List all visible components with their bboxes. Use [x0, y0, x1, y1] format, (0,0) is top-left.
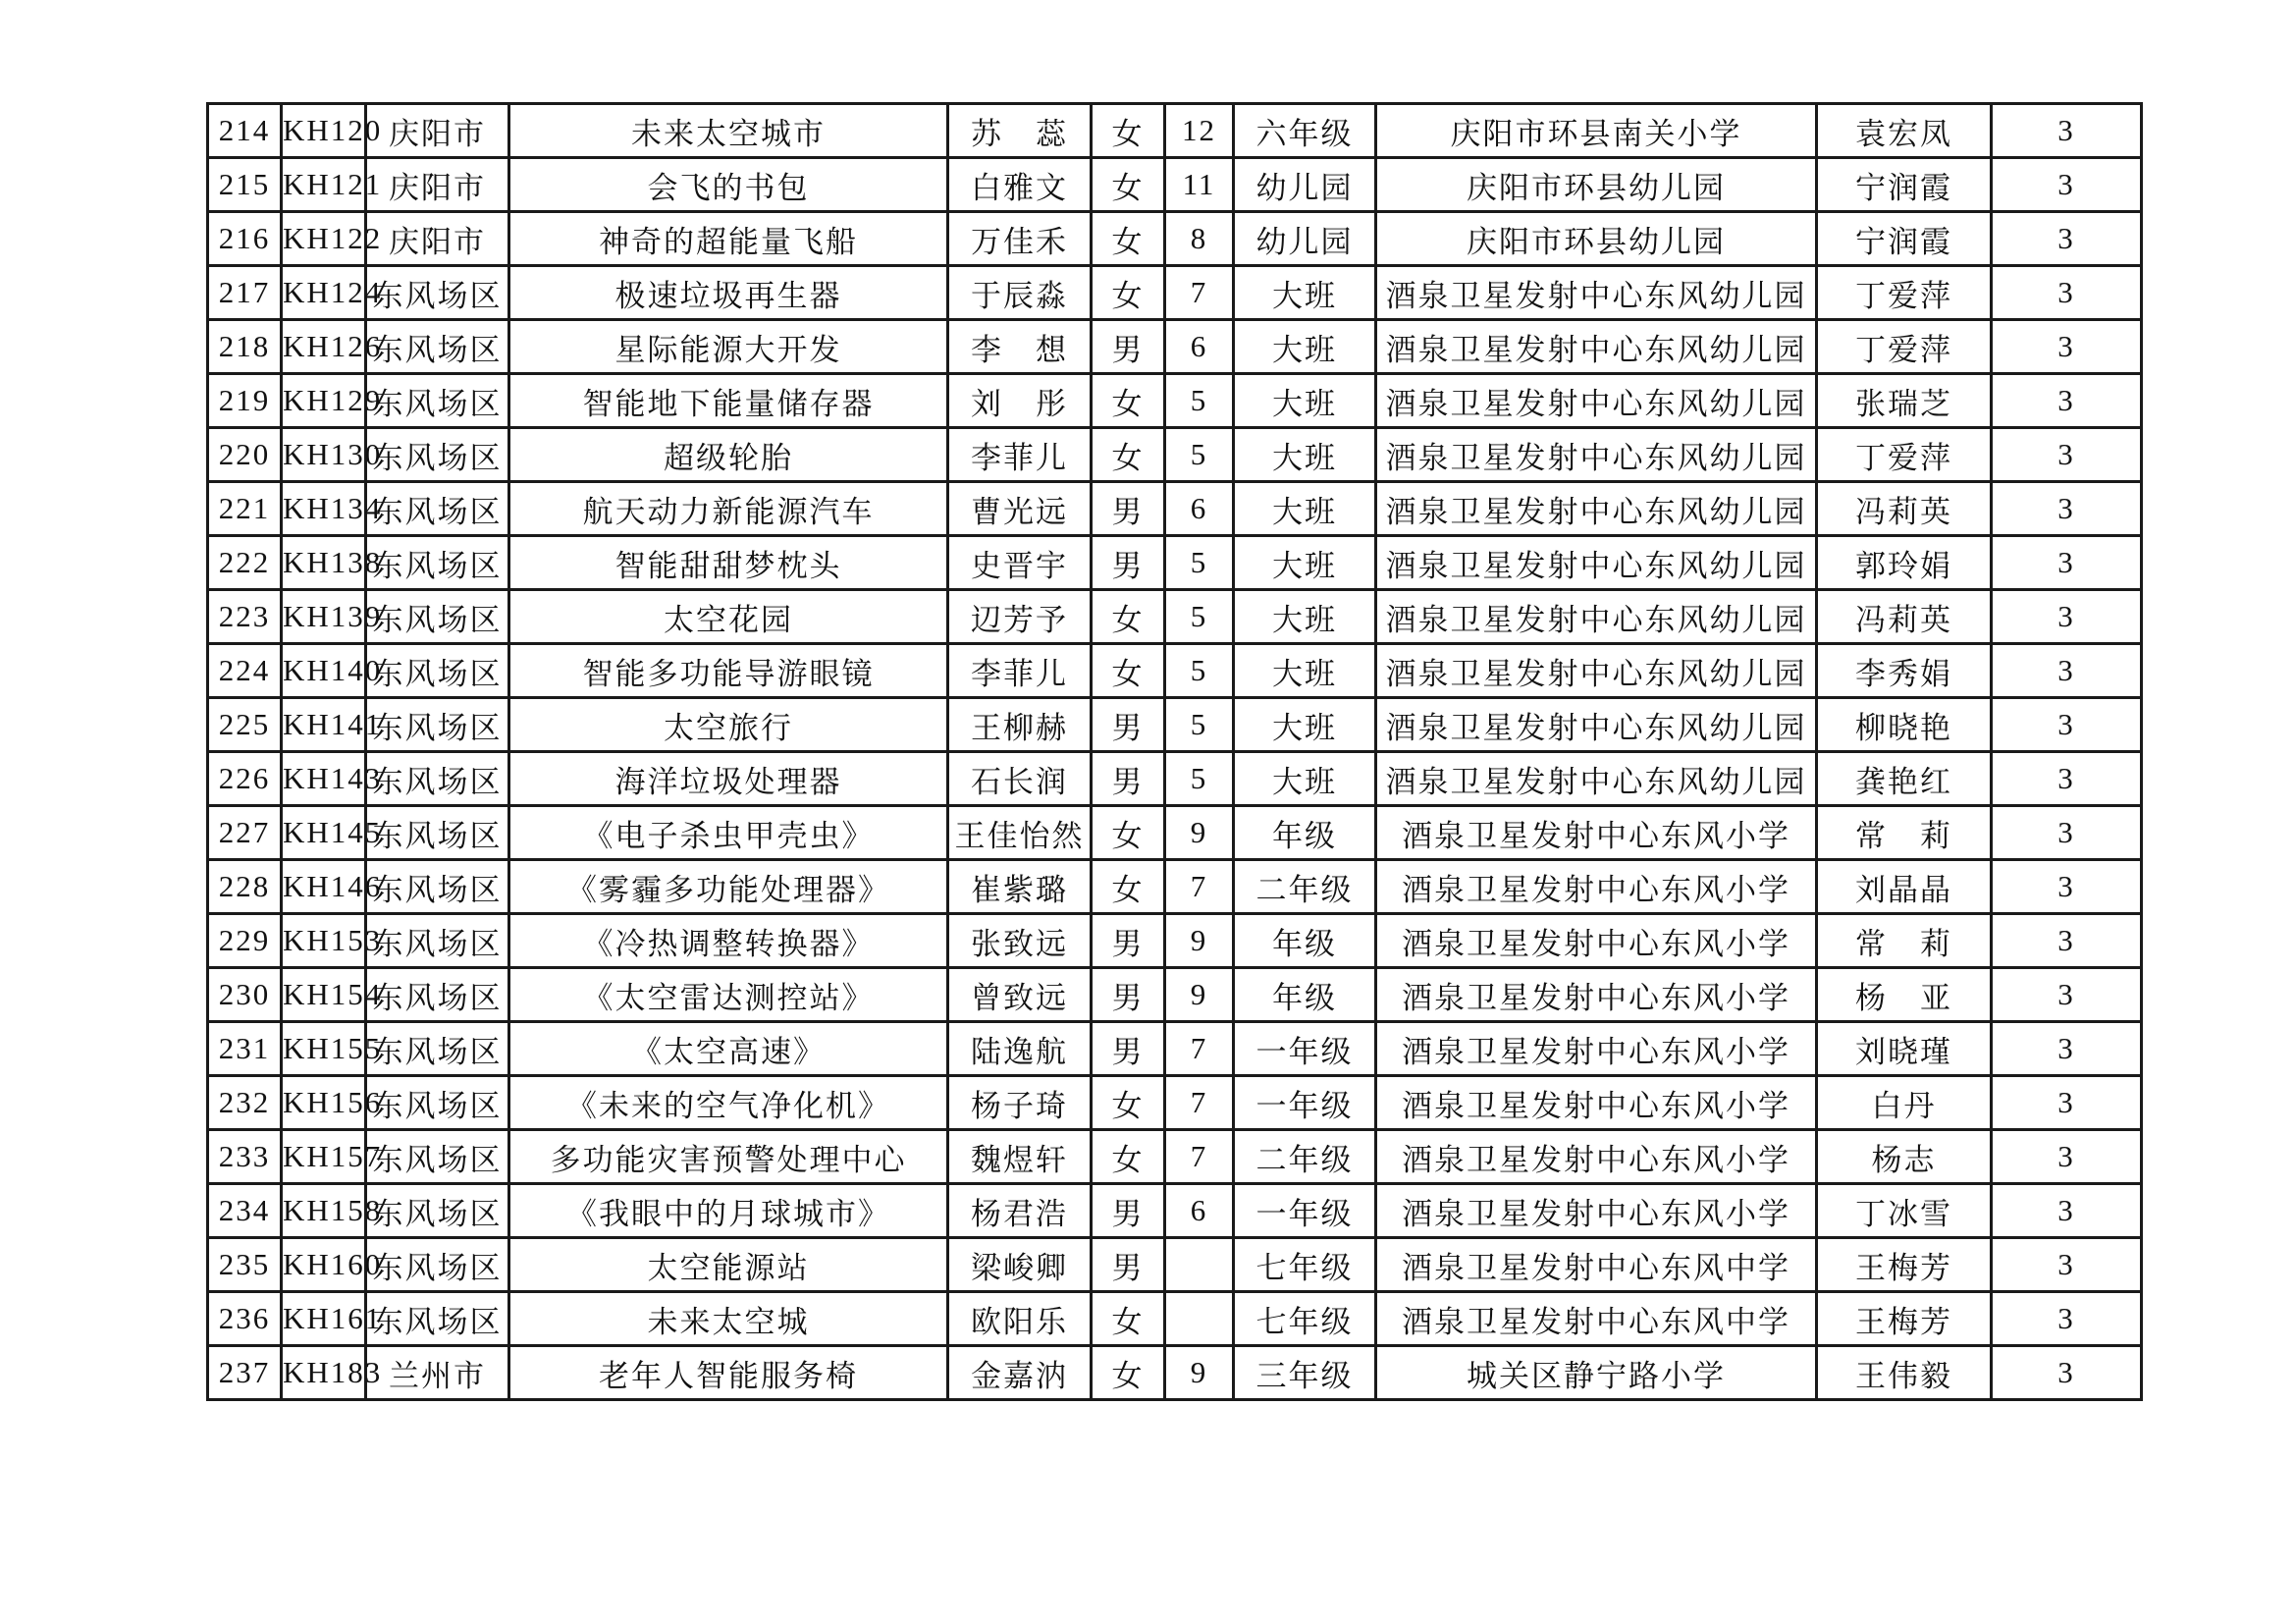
- region-cell: 东风场区: [366, 698, 509, 752]
- grade-cell: 年级: [1234, 968, 1376, 1022]
- region-cell: 东风场区: [366, 536, 509, 590]
- grade-cell: 大班: [1234, 644, 1376, 698]
- entry-code-cell: KH153: [282, 914, 366, 968]
- grade-cell: 年级: [1234, 914, 1376, 968]
- gender-cell: 男: [1092, 1022, 1165, 1076]
- teacher-cell: 王梅芳: [1817, 1292, 1992, 1346]
- teacher-cell: 李秀娟: [1817, 644, 1992, 698]
- student-name-cell: 王佳怡然: [948, 806, 1092, 860]
- entry-code-cell: KH121: [282, 158, 366, 212]
- student-name-cell: 李菲儿: [948, 644, 1092, 698]
- gender-cell: 男: [1092, 968, 1165, 1022]
- grade-cell: 六年级: [1234, 104, 1376, 158]
- table-row: [208, 698, 2142, 752]
- region-cell: 东风场区: [366, 644, 509, 698]
- work-title-cell: 《雾霾多功能处理器》: [509, 860, 948, 914]
- school-cell: 庆阳市环县南关小学: [1376, 104, 1817, 158]
- table-row: [208, 374, 2142, 428]
- grade-cell: 大班: [1234, 320, 1376, 374]
- table-row: [208, 968, 2142, 1022]
- age-cell: 5: [1165, 590, 1234, 644]
- score-cell: 3: [1992, 428, 2142, 482]
- region-cell: 东风场区: [366, 1076, 509, 1130]
- table-row: [208, 1238, 2142, 1292]
- work-title-cell: 《未来的空气净化机》: [509, 1076, 948, 1130]
- table-row: [208, 428, 2142, 482]
- school-cell: 酒泉卫星发射中心东风幼儿园: [1376, 320, 1817, 374]
- region-cell: 庆阳市: [366, 158, 509, 212]
- teacher-cell: 刘晓瑾: [1817, 1022, 1992, 1076]
- table-row: [208, 1346, 2142, 1400]
- age-cell: 6: [1165, 1184, 1234, 1238]
- row-number-cell: 226: [208, 752, 282, 806]
- gender-cell: 男: [1092, 1184, 1165, 1238]
- work-title-cell: 《太空雷达测控站》: [509, 968, 948, 1022]
- row-number-cell: 233: [208, 1130, 282, 1184]
- student-name-cell: 张致远: [948, 914, 1092, 968]
- region-cell: 东风场区: [366, 1130, 509, 1184]
- table-row: [208, 590, 2142, 644]
- grade-cell: 二年级: [1234, 860, 1376, 914]
- grade-cell: 大班: [1234, 698, 1376, 752]
- grade-cell: 幼儿园: [1234, 212, 1376, 266]
- work-title-cell: 老年人智能服务椅: [509, 1346, 948, 1400]
- score-cell: 3: [1992, 1346, 2142, 1400]
- region-cell: 庆阳市: [366, 212, 509, 266]
- student-name-cell: 王柳赫: [948, 698, 1092, 752]
- age-cell: 5: [1165, 752, 1234, 806]
- entry-code-cell: KH134: [282, 482, 366, 536]
- gender-cell: 女: [1092, 158, 1165, 212]
- student-name-cell: 史晋宇: [948, 536, 1092, 590]
- school-cell: 酒泉卫星发射中心东风小学: [1376, 860, 1817, 914]
- school-cell: 酒泉卫星发射中心东风幼儿园: [1376, 698, 1817, 752]
- age-cell: 9: [1165, 914, 1234, 968]
- school-cell: 酒泉卫星发射中心东风幼儿园: [1376, 644, 1817, 698]
- row-number-cell: 228: [208, 860, 282, 914]
- age-cell: [1165, 1238, 1234, 1292]
- age-cell: 9: [1165, 968, 1234, 1022]
- student-name-cell: 苏 蕊: [948, 104, 1092, 158]
- table-row: [208, 482, 2142, 536]
- teacher-cell: 袁宏凤: [1817, 104, 1992, 158]
- teacher-cell: 常 莉: [1817, 914, 1992, 968]
- gender-cell: 女: [1092, 428, 1165, 482]
- work-title-cell: 智能甜甜梦枕头: [509, 536, 948, 590]
- entry-code-cell: KH139: [282, 590, 366, 644]
- row-number-cell: 223: [208, 590, 282, 644]
- entry-code-cell: KH146: [282, 860, 366, 914]
- grade-cell: 一年级: [1234, 1184, 1376, 1238]
- gender-cell: 女: [1092, 806, 1165, 860]
- entry-code-cell: KH160: [282, 1238, 366, 1292]
- school-cell: 酒泉卫星发射中心东风小学: [1376, 1130, 1817, 1184]
- gender-cell: 女: [1092, 1130, 1165, 1184]
- row-number-cell: 214: [208, 104, 282, 158]
- work-title-cell: 智能多功能导游眼镜: [509, 644, 948, 698]
- entry-code-cell: KH140: [282, 644, 366, 698]
- score-cell: 3: [1992, 374, 2142, 428]
- entry-code-cell: KH145: [282, 806, 366, 860]
- region-cell: 兰州市: [366, 1346, 509, 1400]
- table-row: [208, 1130, 2142, 1184]
- teacher-cell: 柳晓艳: [1817, 698, 1992, 752]
- school-cell: 酒泉卫星发射中心东风幼儿园: [1376, 590, 1817, 644]
- student-name-cell: 金嘉汭: [948, 1346, 1092, 1400]
- gender-cell: 女: [1092, 860, 1165, 914]
- school-cell: 酒泉卫星发射中心东风中学: [1376, 1238, 1817, 1292]
- table-row: [208, 320, 2142, 374]
- gender-cell: 男: [1092, 536, 1165, 590]
- work-title-cell: 太空旅行: [509, 698, 948, 752]
- score-cell: 3: [1992, 1130, 2142, 1184]
- grade-cell: 大班: [1234, 266, 1376, 320]
- entry-code-cell: KH130: [282, 428, 366, 482]
- table-row: [208, 158, 2142, 212]
- grade-cell: 一年级: [1234, 1022, 1376, 1076]
- row-number-cell: 221: [208, 482, 282, 536]
- teacher-cell: 冯莉英: [1817, 482, 1992, 536]
- score-cell: 3: [1992, 968, 2142, 1022]
- gender-cell: 女: [1092, 1292, 1165, 1346]
- student-name-cell: 刘 彤: [948, 374, 1092, 428]
- student-name-cell: 杨君浩: [948, 1184, 1092, 1238]
- row-number-cell: 232: [208, 1076, 282, 1130]
- score-cell: 3: [1992, 266, 2142, 320]
- region-cell: 东风场区: [366, 914, 509, 968]
- table-row: [208, 914, 2142, 968]
- school-cell: 酒泉卫星发射中心东风小学: [1376, 1022, 1817, 1076]
- region-cell: 东风场区: [366, 1292, 509, 1346]
- entry-code-cell: KH124: [282, 266, 366, 320]
- gender-cell: 女: [1092, 212, 1165, 266]
- row-number-cell: 219: [208, 374, 282, 428]
- entry-code-cell: KH155: [282, 1022, 366, 1076]
- work-title-cell: 《电子杀虫甲壳虫》: [509, 806, 948, 860]
- row-number-cell: 234: [208, 1184, 282, 1238]
- work-title-cell: 多功能灾害预警处理中心: [509, 1130, 948, 1184]
- row-number-cell: 229: [208, 914, 282, 968]
- age-cell: [1165, 1292, 1234, 1346]
- work-title-cell: 星际能源大开发: [509, 320, 948, 374]
- work-title-cell: 极速垃圾再生器: [509, 266, 948, 320]
- table-row: [208, 806, 2142, 860]
- score-cell: 3: [1992, 1022, 2142, 1076]
- student-name-cell: 魏煜轩: [948, 1130, 1092, 1184]
- region-cell: 东风场区: [366, 1238, 509, 1292]
- score-cell: 3: [1992, 1076, 2142, 1130]
- row-number-cell: 230: [208, 968, 282, 1022]
- entry-code-cell: KH158: [282, 1184, 366, 1238]
- work-title-cell: 《太空高速》: [509, 1022, 948, 1076]
- region-cell: 东风场区: [366, 968, 509, 1022]
- age-cell: 9: [1165, 806, 1234, 860]
- work-title-cell: 超级轮胎: [509, 428, 948, 482]
- score-cell: 3: [1992, 644, 2142, 698]
- entry-code-cell: KH157: [282, 1130, 366, 1184]
- teacher-cell: 丁爱萍: [1817, 320, 1992, 374]
- age-cell: 5: [1165, 644, 1234, 698]
- gender-cell: 男: [1092, 752, 1165, 806]
- school-cell: 酒泉卫星发射中心东风幼儿园: [1376, 266, 1817, 320]
- grade-cell: 三年级: [1234, 1346, 1376, 1400]
- school-cell: 城关区静宁路小学: [1376, 1346, 1817, 1400]
- school-cell: 酒泉卫星发射中心东风幼儿园: [1376, 428, 1817, 482]
- table-row: [208, 1076, 2142, 1130]
- entry-code-cell: KH120: [282, 104, 366, 158]
- table-row: [208, 752, 2142, 806]
- entry-code-cell: KH143: [282, 752, 366, 806]
- teacher-cell: 丁爱萍: [1817, 266, 1992, 320]
- gender-cell: 男: [1092, 1238, 1165, 1292]
- student-name-cell: 万佳禾: [948, 212, 1092, 266]
- row-number-cell: 217: [208, 266, 282, 320]
- grade-cell: 年级: [1234, 806, 1376, 860]
- school-cell: 酒泉卫星发射中心东风小学: [1376, 1076, 1817, 1130]
- work-title-cell: 智能地下能量储存器: [509, 374, 948, 428]
- score-cell: 3: [1992, 1184, 2142, 1238]
- teacher-cell: 冯莉英: [1817, 590, 1992, 644]
- teacher-cell: 王伟毅: [1817, 1346, 1992, 1400]
- student-name-cell: 崔紫璐: [948, 860, 1092, 914]
- age-cell: 7: [1165, 266, 1234, 320]
- entry-code-cell: KH122: [282, 212, 366, 266]
- table-row: [208, 1022, 2142, 1076]
- teacher-cell: 郭玲娟: [1817, 536, 1992, 590]
- score-cell: 3: [1992, 806, 2142, 860]
- teacher-cell: 宁润霞: [1817, 158, 1992, 212]
- teacher-cell: 白丹: [1817, 1076, 1992, 1130]
- age-cell: 7: [1165, 1076, 1234, 1130]
- school-cell: 酒泉卫星发射中心东风小学: [1376, 1184, 1817, 1238]
- teacher-cell: 刘晶晶: [1817, 860, 1992, 914]
- student-name-cell: 李菲儿: [948, 428, 1092, 482]
- score-cell: 3: [1992, 1292, 2142, 1346]
- student-name-cell: 曹光远: [948, 482, 1092, 536]
- teacher-cell: 杨志: [1817, 1130, 1992, 1184]
- score-cell: 3: [1992, 104, 2142, 158]
- table-row: [208, 536, 2142, 590]
- age-cell: 5: [1165, 428, 1234, 482]
- student-name-cell: 辺芳予: [948, 590, 1092, 644]
- gender-cell: 男: [1092, 914, 1165, 968]
- school-cell: 酒泉卫星发射中心东风小学: [1376, 914, 1817, 968]
- region-cell: 庆阳市: [366, 104, 509, 158]
- school-cell: 酒泉卫星发射中心东风小学: [1376, 806, 1817, 860]
- gender-cell: 女: [1092, 266, 1165, 320]
- age-cell: 9: [1165, 1346, 1234, 1400]
- region-cell: 东风场区: [366, 1022, 509, 1076]
- entry-code-cell: KH183: [282, 1346, 366, 1400]
- grade-cell: 大班: [1234, 752, 1376, 806]
- school-cell: 酒泉卫星发射中心东风幼儿园: [1376, 536, 1817, 590]
- score-cell: 3: [1992, 158, 2142, 212]
- region-cell: 东风场区: [366, 482, 509, 536]
- region-cell: 东风场区: [366, 806, 509, 860]
- table-row: [208, 860, 2142, 914]
- table-row: [208, 1292, 2142, 1346]
- teacher-cell: 丁爱萍: [1817, 428, 1992, 482]
- work-title-cell: 未来太空城市: [509, 104, 948, 158]
- age-cell: 11: [1165, 158, 1234, 212]
- age-cell: 6: [1165, 482, 1234, 536]
- grade-cell: 二年级: [1234, 1130, 1376, 1184]
- student-name-cell: 杨子琦: [948, 1076, 1092, 1130]
- work-title-cell: 会飞的书包: [509, 158, 948, 212]
- school-cell: 酒泉卫星发射中心东风幼儿园: [1376, 482, 1817, 536]
- entry-code-cell: KH154: [282, 968, 366, 1022]
- work-title-cell: 《我眼中的月球城市》: [509, 1184, 948, 1238]
- score-cell: 3: [1992, 482, 2142, 536]
- work-title-cell: 未来太空城: [509, 1292, 948, 1346]
- work-title-cell: 《冷热调整转换器》: [509, 914, 948, 968]
- row-number-cell: 220: [208, 428, 282, 482]
- score-cell: 3: [1992, 1238, 2142, 1292]
- score-cell: 3: [1992, 914, 2142, 968]
- age-cell: 5: [1165, 374, 1234, 428]
- gender-cell: 男: [1092, 482, 1165, 536]
- age-cell: 6: [1165, 320, 1234, 374]
- work-title-cell: 太空花园: [509, 590, 948, 644]
- teacher-cell: 常 莉: [1817, 806, 1992, 860]
- entry-code-cell: KH126: [282, 320, 366, 374]
- school-cell: 酒泉卫星发射中心东风小学: [1376, 968, 1817, 1022]
- teacher-cell: 龚艳红: [1817, 752, 1992, 806]
- row-number-cell: 215: [208, 158, 282, 212]
- age-cell: 5: [1165, 698, 1234, 752]
- gender-cell: 女: [1092, 374, 1165, 428]
- work-title-cell: 神奇的超能量飞船: [509, 212, 948, 266]
- row-number-cell: 218: [208, 320, 282, 374]
- row-number-cell: 225: [208, 698, 282, 752]
- score-cell: 3: [1992, 698, 2142, 752]
- row-number-cell: 227: [208, 806, 282, 860]
- row-number-cell: 235: [208, 1238, 282, 1292]
- student-name-cell: 于辰淼: [948, 266, 1092, 320]
- score-cell: 3: [1992, 212, 2142, 266]
- region-cell: 东风场区: [366, 590, 509, 644]
- region-cell: 东风场区: [366, 266, 509, 320]
- row-number-cell: 237: [208, 1346, 282, 1400]
- region-cell: 东风场区: [366, 860, 509, 914]
- entry-code-cell: KH161: [282, 1292, 366, 1346]
- score-cell: 3: [1992, 860, 2142, 914]
- row-number-cell: 224: [208, 644, 282, 698]
- grade-cell: 大班: [1234, 536, 1376, 590]
- gender-cell: 女: [1092, 590, 1165, 644]
- gender-cell: 女: [1092, 104, 1165, 158]
- age-cell: 12: [1165, 104, 1234, 158]
- entry-code-cell: KH138: [282, 536, 366, 590]
- teacher-cell: 王梅芳: [1817, 1238, 1992, 1292]
- student-name-cell: 曾致远: [948, 968, 1092, 1022]
- region-cell: 东风场区: [366, 374, 509, 428]
- region-cell: 东风场区: [366, 320, 509, 374]
- score-cell: 3: [1992, 536, 2142, 590]
- award-roster-table: [206, 102, 2143, 1401]
- grade-cell: 大班: [1234, 374, 1376, 428]
- age-cell: 7: [1165, 1130, 1234, 1184]
- score-cell: 3: [1992, 590, 2142, 644]
- gender-cell: 女: [1092, 1346, 1165, 1400]
- work-title-cell: 太空能源站: [509, 1238, 948, 1292]
- student-name-cell: 石长润: [948, 752, 1092, 806]
- work-title-cell: 航天动力新能源汽车: [509, 482, 948, 536]
- teacher-cell: 张瑞芝: [1817, 374, 1992, 428]
- grade-cell: 大班: [1234, 428, 1376, 482]
- age-cell: 8: [1165, 212, 1234, 266]
- school-cell: 庆阳市环县幼儿园: [1376, 158, 1817, 212]
- school-cell: 酒泉卫星发射中心东风幼儿园: [1376, 752, 1817, 806]
- table-row: [208, 104, 2142, 158]
- region-cell: 东风场区: [366, 428, 509, 482]
- region-cell: 东风场区: [366, 1184, 509, 1238]
- table-row: [208, 266, 2142, 320]
- student-name-cell: 陆逸航: [948, 1022, 1092, 1076]
- gender-cell: 女: [1092, 1076, 1165, 1130]
- entry-code-cell: KH141: [282, 698, 366, 752]
- grade-cell: 七年级: [1234, 1292, 1376, 1346]
- student-name-cell: 白雅文: [948, 158, 1092, 212]
- grade-cell: 一年级: [1234, 1076, 1376, 1130]
- table-body: [208, 104, 2142, 1400]
- grade-cell: 幼儿园: [1234, 158, 1376, 212]
- grade-cell: 大班: [1234, 590, 1376, 644]
- age-cell: 7: [1165, 860, 1234, 914]
- entry-code-cell: KH129: [282, 374, 366, 428]
- age-cell: 5: [1165, 536, 1234, 590]
- row-number-cell: 236: [208, 1292, 282, 1346]
- row-number-cell: 231: [208, 1022, 282, 1076]
- entry-code-cell: KH156: [282, 1076, 366, 1130]
- gender-cell: 女: [1092, 644, 1165, 698]
- table-row: [208, 644, 2142, 698]
- school-cell: 庆阳市环县幼儿园: [1376, 212, 1817, 266]
- work-title-cell: 海洋垃圾处理器: [509, 752, 948, 806]
- grade-cell: 大班: [1234, 482, 1376, 536]
- age-cell: 7: [1165, 1022, 1234, 1076]
- row-number-cell: 216: [208, 212, 282, 266]
- score-cell: 3: [1992, 752, 2142, 806]
- teacher-cell: 杨 亚: [1817, 968, 1992, 1022]
- region-cell: 东风场区: [366, 752, 509, 806]
- student-name-cell: 梁峻卿: [948, 1238, 1092, 1292]
- teacher-cell: 宁润霞: [1817, 212, 1992, 266]
- table-row: [208, 1184, 2142, 1238]
- student-name-cell: 欧阳乐: [948, 1292, 1092, 1346]
- gender-cell: 男: [1092, 698, 1165, 752]
- school-cell: 酒泉卫星发射中心东风幼儿园: [1376, 374, 1817, 428]
- grade-cell: 七年级: [1234, 1238, 1376, 1292]
- row-number-cell: 222: [208, 536, 282, 590]
- teacher-cell: 丁冰雪: [1817, 1184, 1992, 1238]
- school-cell: 酒泉卫星发射中心东风中学: [1376, 1292, 1817, 1346]
- roster-sheet: [206, 102, 2143, 1401]
- student-name-cell: 李 想: [948, 320, 1092, 374]
- score-cell: 3: [1992, 320, 2142, 374]
- gender-cell: 男: [1092, 320, 1165, 374]
- table-row: [208, 212, 2142, 266]
